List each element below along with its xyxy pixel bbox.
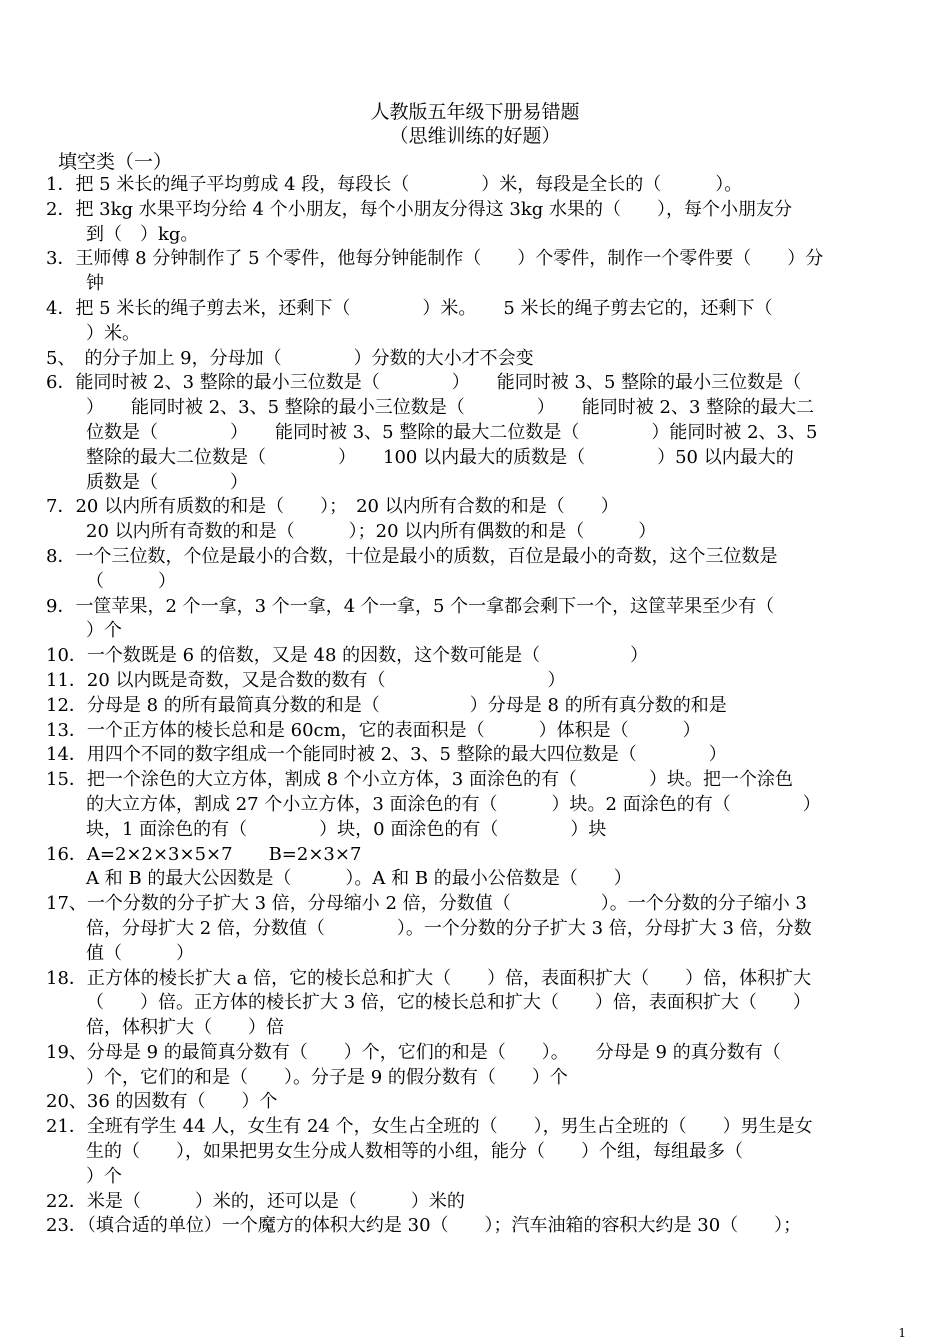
question-item xyxy=(46,347,908,372)
question-item xyxy=(46,247,908,297)
question-text: 16．A=2×2×3×5×7 B=2×3×7 xyxy=(46,843,362,865)
document-title: 人教版五年级下册易错题 xyxy=(370,101,580,123)
question-item xyxy=(46,1090,908,1115)
question-item xyxy=(46,967,908,1041)
question-item xyxy=(46,669,908,694)
question-continuation: ）个 xyxy=(86,620,122,642)
question-item xyxy=(46,694,908,719)
question-item xyxy=(46,1115,908,1189)
question-item xyxy=(46,1041,908,1091)
question-continuation: （ ） xyxy=(86,570,176,592)
question-text: 6．能同时被 2、3 整除的最小三位数是（ ） 能同时被 3、5 整除的最小三位数是（ xyxy=(46,372,802,394)
question-text: 8．一个三位数，个位是最小的合数，十位是最小的质数，百位是最小的奇数，这个三位数是 xyxy=(46,545,778,567)
question-item xyxy=(46,719,908,744)
question-continuation: ） 能同时被 2、3、5 整除的最小三位数是（ ） 能同时被 2、3 整除的最大二 xyxy=(86,397,815,419)
section-title: 填空类（一） xyxy=(58,151,173,173)
question-text: 17、一个分数的分子扩大 3 倍，分母缩小 2 倍，分数值（ ）。一个分数的分子缩小 3 xyxy=(46,893,807,915)
question-continuation: 倍，分母扩大 2 倍，分数值（ ）。一个分数的分子扩大 3 倍，分母扩大 3 倍，分数 xyxy=(86,917,812,939)
question-list xyxy=(46,173,908,1239)
question-text: 20、36 的因数有（ ）个 xyxy=(46,1091,278,1113)
question-continuation: 的大立方体，割成 27 个小立方体，3 面涂色的有（ ）块。2 面涂色的有（ ） xyxy=(86,793,821,815)
question-item xyxy=(46,595,908,645)
question-item xyxy=(46,743,908,768)
question-text: 18．正方体的棱长扩大 a 倍，它的棱长总和扩大（ ）倍，表面积扩大（ ）倍，体积扩大 xyxy=(46,967,812,989)
question-text: 15．把一个涂色的大立方体，割成 8 个小立方体，3 面涂色的有（ ）块。把一个涂色 xyxy=(46,769,793,791)
question-continuation: 20 以内所有奇数的和是（ ）；20 以内所有偶数的和是（ ） xyxy=(86,521,657,543)
question-continuation: 到（ ）kg。 xyxy=(86,223,199,245)
question-item xyxy=(46,1214,908,1239)
question-text: 7．20 以内所有质数的和是（ ）； 20 以内所有合数的和是（ ） xyxy=(46,496,619,518)
question-text: 10．一个数既是 6 的倍数，又是 48 的因数，这个数可能是（ ） xyxy=(46,645,649,667)
question-text: 13．一个正方体的棱长总和是 60cm，它的表面积是（ ）体积是（ ） xyxy=(46,719,701,741)
page-number: 1 xyxy=(898,1326,906,1340)
question-text: 9．一筐苹果，2 个一拿，3 个一拿，4 个一拿，5 个一拿都会剩下一个，这筐苹果至少有（ xyxy=(46,595,775,617)
question-continuation: 钟 xyxy=(86,273,104,295)
question-continuation: 块，1 面涂色的有（ ）块，0 面涂色的有（ ）块 xyxy=(86,818,607,840)
question-item xyxy=(46,297,908,347)
question-text: 2．把 3kg 水果平均分给 4 个小朋友，每个小朋友分得这 3kg 水果的（ ），每个小朋友分 xyxy=(46,198,792,220)
question-continuation: 质数是（ ） xyxy=(86,471,248,493)
question-item xyxy=(46,892,908,966)
question-item xyxy=(46,371,908,495)
question-text: 11．20 以内既是奇数，又是合数的数有（ ） xyxy=(46,669,566,691)
question-text: 3．王师傅 8 分钟制作了 5 个零件，他每分钟能制作（ ）个零件，制作一个零件要（ ）分 xyxy=(46,248,824,270)
question-text: 21．全班有学生 44 人，女生有 24 个，女生占全班的（ ），男生占全班的（ ）男生是女 xyxy=(46,1116,813,1138)
question-continuation: ）个，它们的和是（ ）。分子是 9 的假分数有（ ）个 xyxy=(86,1066,568,1088)
question-item xyxy=(46,173,908,198)
question-continuation: ）个 xyxy=(86,1165,122,1187)
question-continuation: 倍，体积扩大（ ）倍 xyxy=(86,1017,284,1039)
question-continuation: 值（ ） xyxy=(86,942,194,964)
question-item xyxy=(46,495,908,545)
question-continuation: ）米。 xyxy=(86,322,140,344)
question-item xyxy=(46,644,908,669)
question-item xyxy=(46,198,908,248)
question-item xyxy=(46,1190,908,1215)
question-text: 4．把 5 米长的绳子剪去米，还剩下（ ）米。 5 米长的绳子剪去它的，还剩下（ xyxy=(46,297,773,319)
question-continuation: 生的（ ），如果把男女生分成人数相等的小组，能分（ ）个组，每组最多（ xyxy=(86,1141,743,1163)
document-subtitle: （思维训练的好题） xyxy=(389,125,561,147)
question-text: 22．米是（ ）米的，还可以是（ ）米的 xyxy=(46,1190,465,1212)
question-continuation: 位数是（ ） 能同时被 3、5 整除的最大二位数是（ ）能同时被 2、3、5 xyxy=(86,421,818,443)
question-item xyxy=(46,843,908,893)
question-text: 5、 的分子加上 9，分母加（ ）分数的大小才不会变 xyxy=(46,347,534,369)
question-text: 19、分母是 9 的最简真分数有（ ）个，它们的和是（ ）。 分母是 9 的真分数有（ xyxy=(46,1041,781,1063)
question-text: 1．把 5 米长的绳子平均剪成 4 段，每段长（ ）米，每段是全长的（ ）。 xyxy=(46,174,743,195)
question-continuation: （ ）倍。正方体的棱长扩大 3 倍，它的棱长总和扩大（ ）倍，表面积扩大（ ） xyxy=(86,992,811,1014)
question-item xyxy=(46,768,908,842)
question-text: 12．分母是 8 的所有最简真分数的和是（ ）分母是 8 的所有真分数的和是 xyxy=(46,694,727,716)
question-continuation: 整除的最大二位数是（ ） 100 以内最大的质数是（ ）50 以内最大的 xyxy=(86,446,794,468)
question-continuation: A 和 B 的最大公因数是（ ）。A 和 B 的最小公倍数是（ ） xyxy=(86,868,632,890)
question-text: 14．用四个不同的数字组成一个能同时被 2、3、5 整除的最大四位数是（ ） xyxy=(46,744,727,766)
question-item xyxy=(46,545,908,595)
question-text: 23．（填合适的单位）一个魔方的体积大约是 30（ ）；汽车油箱的容积大约是 30（ ）； xyxy=(46,1215,802,1237)
